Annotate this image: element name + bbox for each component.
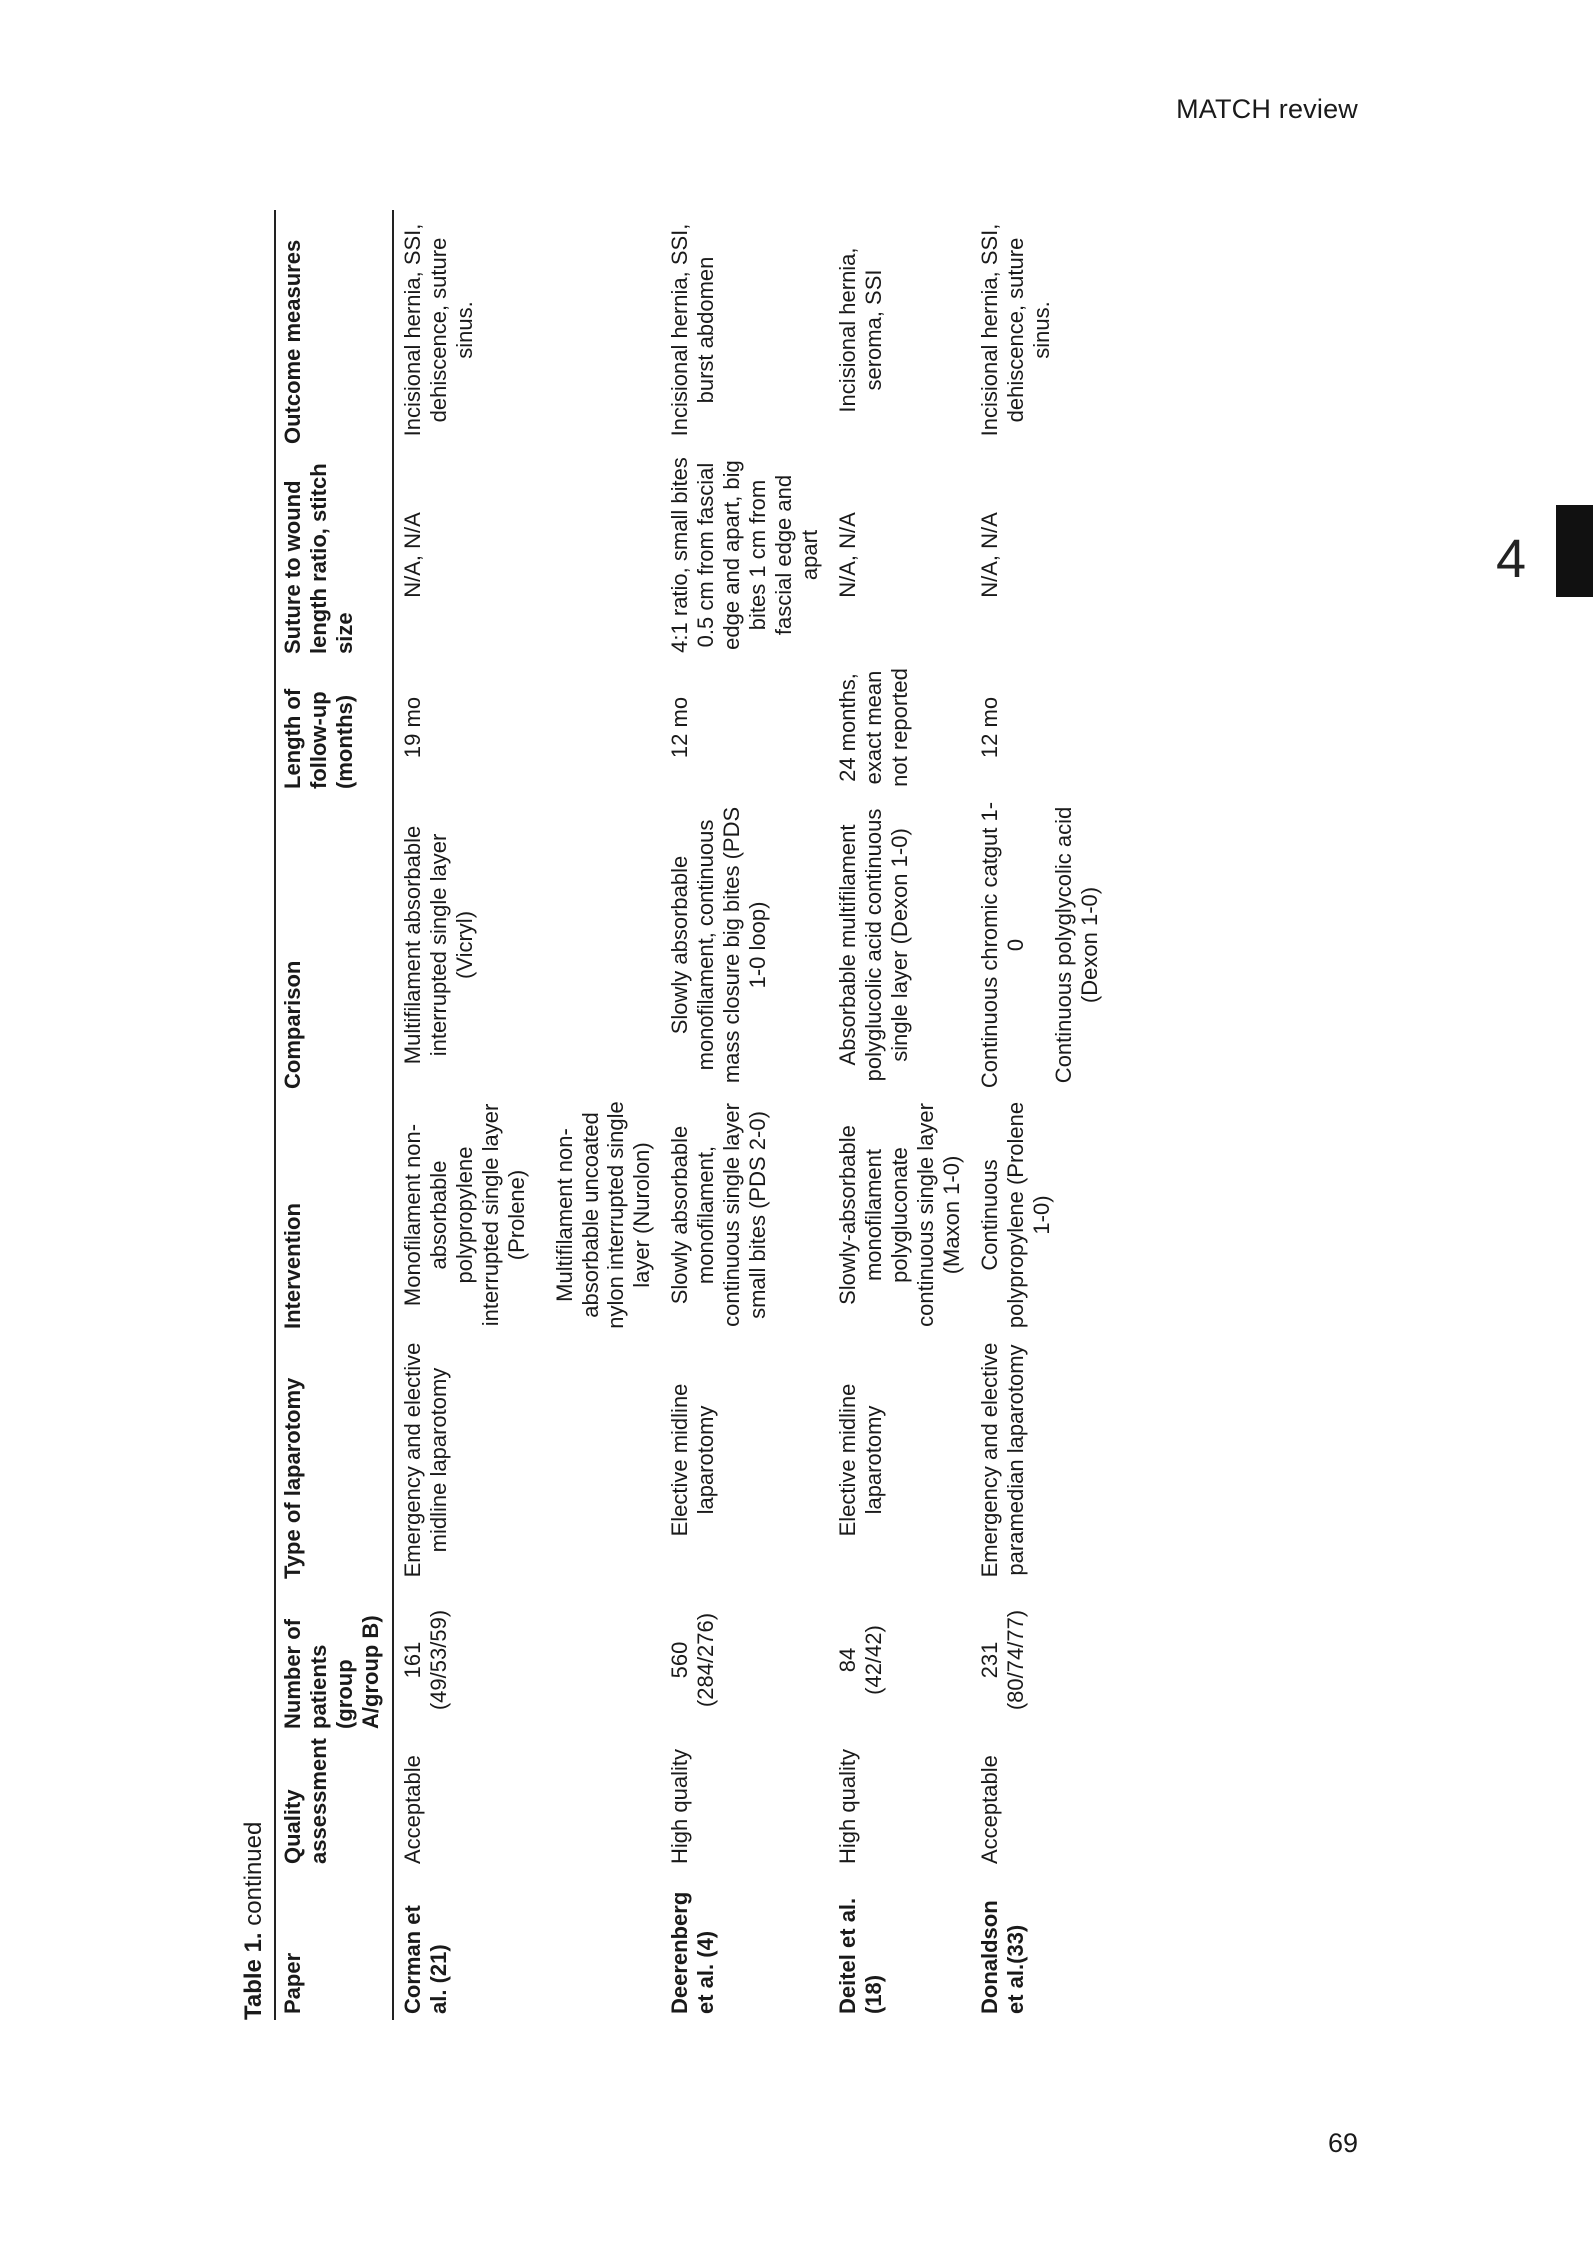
cell-quality: High quality (835, 1749, 861, 1864)
cell-paper: Corman et al. (21) (399, 1905, 451, 2014)
cell-outcome: Incisional hernia, SSI, dehiscence, suture sinus. (399, 223, 477, 437)
cell-number (829, 1585, 971, 1735)
cell-number-split: (284/276) (693, 1612, 719, 1708)
col-header-number: Number of patients (group A/group B) (275, 1585, 393, 1735)
cell-comparison-a: Continuous chromic catgut 1-0 (976, 801, 1028, 1089)
cell-outcome: Incisional hernia, SSI, burst abdomen (667, 223, 719, 437)
cell-paper: Deerenberg et al. (4) (667, 1891, 719, 2014)
cell-number-total: 231 (976, 1641, 1002, 1679)
chapter-tab (1556, 505, 1593, 597)
table-caption-suffix: continued (240, 1821, 267, 1926)
cell-ratio: N/A, N/A (835, 512, 861, 598)
cell-quality: Acceptable (399, 1755, 425, 1864)
cell-outcome: Incisional hernia, SSI, dehiscence, suture sinus. (976, 223, 1054, 437)
rotated-table-block (232, 210, 1102, 2020)
cell-outcome: Incisional hernia, seroma, SSI (835, 247, 887, 413)
table-row (393, 210, 662, 2020)
table-caption-label: Table 1. (240, 1932, 267, 2020)
cell-comparison-a: Multifilament absorbable interrupted single layer (Vicryl) (399, 825, 477, 1065)
table-row (661, 210, 829, 2020)
cell-number (661, 1585, 829, 1735)
col-header-comparison: Comparison (275, 795, 393, 1095)
col-header-intervention: Intervention (275, 1095, 393, 1335)
studies-table (274, 210, 1109, 2020)
cell-length: 24 months, exact mean not reported (835, 668, 913, 787)
table-header-row (275, 210, 393, 2020)
cell-number-total: 161 (399, 1641, 425, 1679)
chapter-number: 4 (1496, 529, 1527, 589)
cell-type: Emergency and elective paramedian laparotomy (976, 1342, 1028, 1578)
table-row (829, 210, 971, 2020)
cell-ratio: N/A, N/A (399, 512, 425, 598)
cell-comparison-b: Continuous polyglycolic acid (Dexon 1-0) (1050, 806, 1102, 1084)
cell-number (393, 1585, 662, 1735)
cell-comparison (393, 795, 662, 1095)
table-row (971, 210, 1109, 2020)
cell-intervention: Continuous polypropylene (Prolene 1-0) (976, 1101, 1054, 1329)
cell-number-split: (42/42) (861, 1625, 887, 1695)
cell-paper: Deitel et al. (18) (835, 1897, 887, 2014)
cell-intervention: Slowly absorbable monofilament, continuous single layer small bites (PDS 2-0) (667, 1103, 771, 1327)
cell-type: Emergency and elective midline laparotomy (399, 1342, 451, 1578)
cell-intervention: Slowly-absorbable monofilament polygluconate continuous single layer (Maxon 1-0) (835, 1103, 964, 1327)
col-header-type: Type of laparotomy (275, 1335, 393, 1585)
col-header-paper: Paper (275, 1870, 393, 2020)
cell-number-total: 84 (835, 1647, 861, 1673)
cell-number-total: 560 (667, 1641, 693, 1679)
cell-comparison: Slowly absorbable monofilament, continuous mass closure big bites (PDS 1-0 loop) (667, 806, 771, 1084)
col-header-ratio: Suture to wound length ratio, stitch size (275, 450, 393, 660)
cell-intervention (393, 1095, 662, 1335)
running-head: MATCH review (1176, 94, 1358, 124)
cell-quality: High quality (667, 1749, 693, 1864)
cell-ratio: N/A, N/A (976, 512, 1002, 598)
cell-comparison (971, 795, 1109, 1095)
cell-type: Elective midline laparotomy (835, 1383, 887, 1537)
cell-number-split: (80/74/77) (1002, 1609, 1028, 1711)
cell-paper: Donaldson et al.(33) (976, 1900, 1028, 2014)
col-header-length: Length of follow-up (months) (275, 660, 393, 795)
page-number: 69 (1328, 2128, 1359, 2158)
col-header-quality: Quality assessment (275, 1735, 393, 1870)
cell-length: 12 mo (976, 696, 1002, 759)
cell-number-split: (49/53/59) (425, 1609, 451, 1711)
cell-quality: Acceptable (976, 1755, 1002, 1864)
cell-length: 19 mo (399, 696, 425, 759)
cell-comparison: Absorbable multifilament polyglucolic acid continuous single layer (Dexon 1-0) (835, 808, 913, 1082)
cell-number (971, 1585, 1109, 1735)
cell-intervention-b: Multifilament non-absorbable uncoated nylon interrupted single layer (Nurolon) (551, 1101, 655, 1329)
cell-intervention-a: Monofilament non-absorbable polypropylene interrupted single layer (Prolene) (399, 1103, 529, 1327)
table-caption (240, 1822, 268, 2020)
cell-ratio: 4:1 ratio, small bites 0.5 cm from fascial edge and apart, big bites 1 cm from fascial edge and apart (667, 457, 823, 653)
col-header-outcome: Outcome measures (275, 210, 393, 450)
cell-type: Elective midline laparotomy (667, 1383, 719, 1537)
cell-length: 12 mo (667, 696, 693, 759)
